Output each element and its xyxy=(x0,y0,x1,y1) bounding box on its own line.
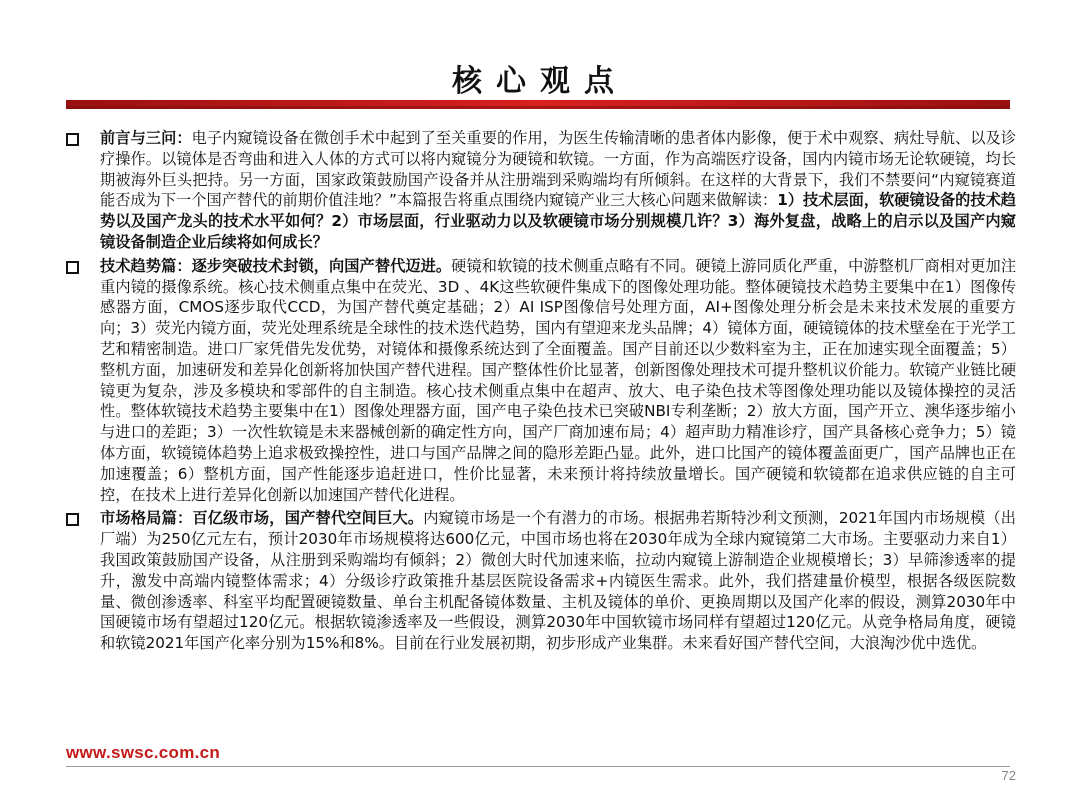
bullet-text: 硬镜和软镜的技术侧重点略有不同。硬镜上游同质化严重，中游整机厂商相对更加注重内镜的摄像系统。核心技术侧重点集中在荧光、3D 、4K这些软硬件集成下的图像处理功能。整体硬镜技术趋势主要集中在1）图像传感器方面，CMOS逐步取代CCD，为国产替代奠定基础；2）AI ISP图像信号处理方面，AI+图像处理分析会是未来技术发展的重要方向；3）荧光内镜方面，荧光处理系统是全球性的技术迭代趋势，国内有望迎来龙头品牌；4）镜体方面，硬镜镜体的技术壁垒在于光学工艺和精密制造。进口厂家凭借先发优势，对镜体和摄像系统达到了全面覆盖。国产目前还以少数料室为主，正在加速实现全面覆盖；5）整机方面，加速研发和差异化创新将加快国产替代进程。国产整体性价比显著，创新图像处理技术可提升整机议价能力。软镜产业链比硬镜更为复杂，涉及多模块和零部件的自主制造。核心技术侧重点集中在超声、放大、电子染色技术等图像处理功能以及镜体操控的灵活性。整体软镜技术趋势主要集中在1）图像处理器方面，国产电子染色技术已突破NBI专利垄断；2）放大方面，国产开立、澳华逐步缩小与进口的差距；3）一次性软镜是未来器械创新的确定性方向，国产厂商加速布局；4）超声助力精准诊疗，国产具备核心竞争力；5）镜体方面，软镜镜体趋势上追求极致操控性，进口与国产品牌之间的隐形差距凸显。此外，进口比国产的镜体覆盖面更广，国产品牌也正在加速覆盖；6）整机方面，国产性能逐步追赶进口，性价比显著，未来预计将持续放量增长。国产硬镜和软镜都在追求供应链的自主可控，在技术上进行差异化创新以加速国产替代化进程。 xyxy=(100,256,1017,504)
bullet-preface xyxy=(66,128,1016,253)
page-title: 核心观点 xyxy=(452,64,628,99)
bullet-heading: 市场格局篇：百亿级市场，国产替代空间巨大。 xyxy=(100,509,424,528)
bullet-emphasis: 1）技术层面，软硬镜设备的技术趋势以及国产龙头的技术水平如何？2）市场层面，行业驱动力以及软硬镜市场分别规模几许？3）海外复盘，战略上的启示以及国产内窥镜设备制造企业后续将如何成长？ xyxy=(100,191,1016,251)
title-underline-bar xyxy=(66,100,1010,109)
square-bullet-icon xyxy=(66,513,79,526)
page-number: 72 xyxy=(1001,768,1016,783)
footer-divider xyxy=(66,766,1010,767)
bullet-text: 电子内窥镜设备在微创手术中起到了至关重要的作用，为医生传输清晰的患者体内影像，便于术中观察、病灶导航、以及诊疗操作。以镜体是否弯曲和进入人体的方式可以将内窥镜分为硬镜和软镜。一方面，作为高端医疗设备，国内内镜市场无论软硬镜，均长期被海外巨头把持。另一方面，国家政策鼓励国产设备并从注册端到采购端均有所倾斜。在这样的大背景下，我们不禁要问“内窥镜赛道能否成为下一个国产替代的前期价值洼地？”本篇报告将重点围绕内窥镜产业三大核心问题来做解读： xyxy=(100,129,1017,210)
key-points-list xyxy=(66,128,1016,657)
bullet-text: 内窥镜市场是一个有潜力的市场。根据弗若斯特沙利文预测，2021年国内市场规模（出厂端）为250亿元左右，预计2030年市场规模将达600亿元，中国市场也将在2030年成为全球内窥镜第二大市场。主要驱动力来自1）我国政策鼓励国产设备，从注册到采购端均有倾斜；2）微创大时代加速来临，拉动内窥镜上游制造企业规模增长；3）早筛渗透率的提升，激发中高端内镜整体需求；4）分级诊疗政策推升基层医院设备需求+内镜医生需求。此外，我们搭建量价模型，根据各级医院数量、微创渗透率、科室平均配置硬镜数量、单台主机配备镜体数量、主机及镜体的单价、更换周期以及国产化率的假设，测算2030年中国硬镜市场有望超过120亿元。根据软镜渗透率及一些假设，测算2030年中国软镜市场同样有望超过120亿元。从竞争格局角度，硬镜和软镜2021年国产化率分别为15%和8%。目前在行业发展初期，初步形成产业集群。未来看好国产替代空间，大浪淘沙优中选优。 xyxy=(100,509,1016,653)
square-bullet-icon xyxy=(66,133,79,146)
square-bullet-icon xyxy=(66,261,79,274)
bullet-market-landscape xyxy=(66,508,1016,654)
bullet-technology-trends xyxy=(66,256,1016,506)
bullet-heading: 前言与三问： xyxy=(100,129,192,147)
footer-website-url: www.swsc.com.cn xyxy=(66,743,221,762)
title-bar-shadow xyxy=(66,106,1010,109)
bullet-heading: 技术趋势篇：逐步突破技术封锁，向国产替代迈进。 xyxy=(100,256,452,275)
